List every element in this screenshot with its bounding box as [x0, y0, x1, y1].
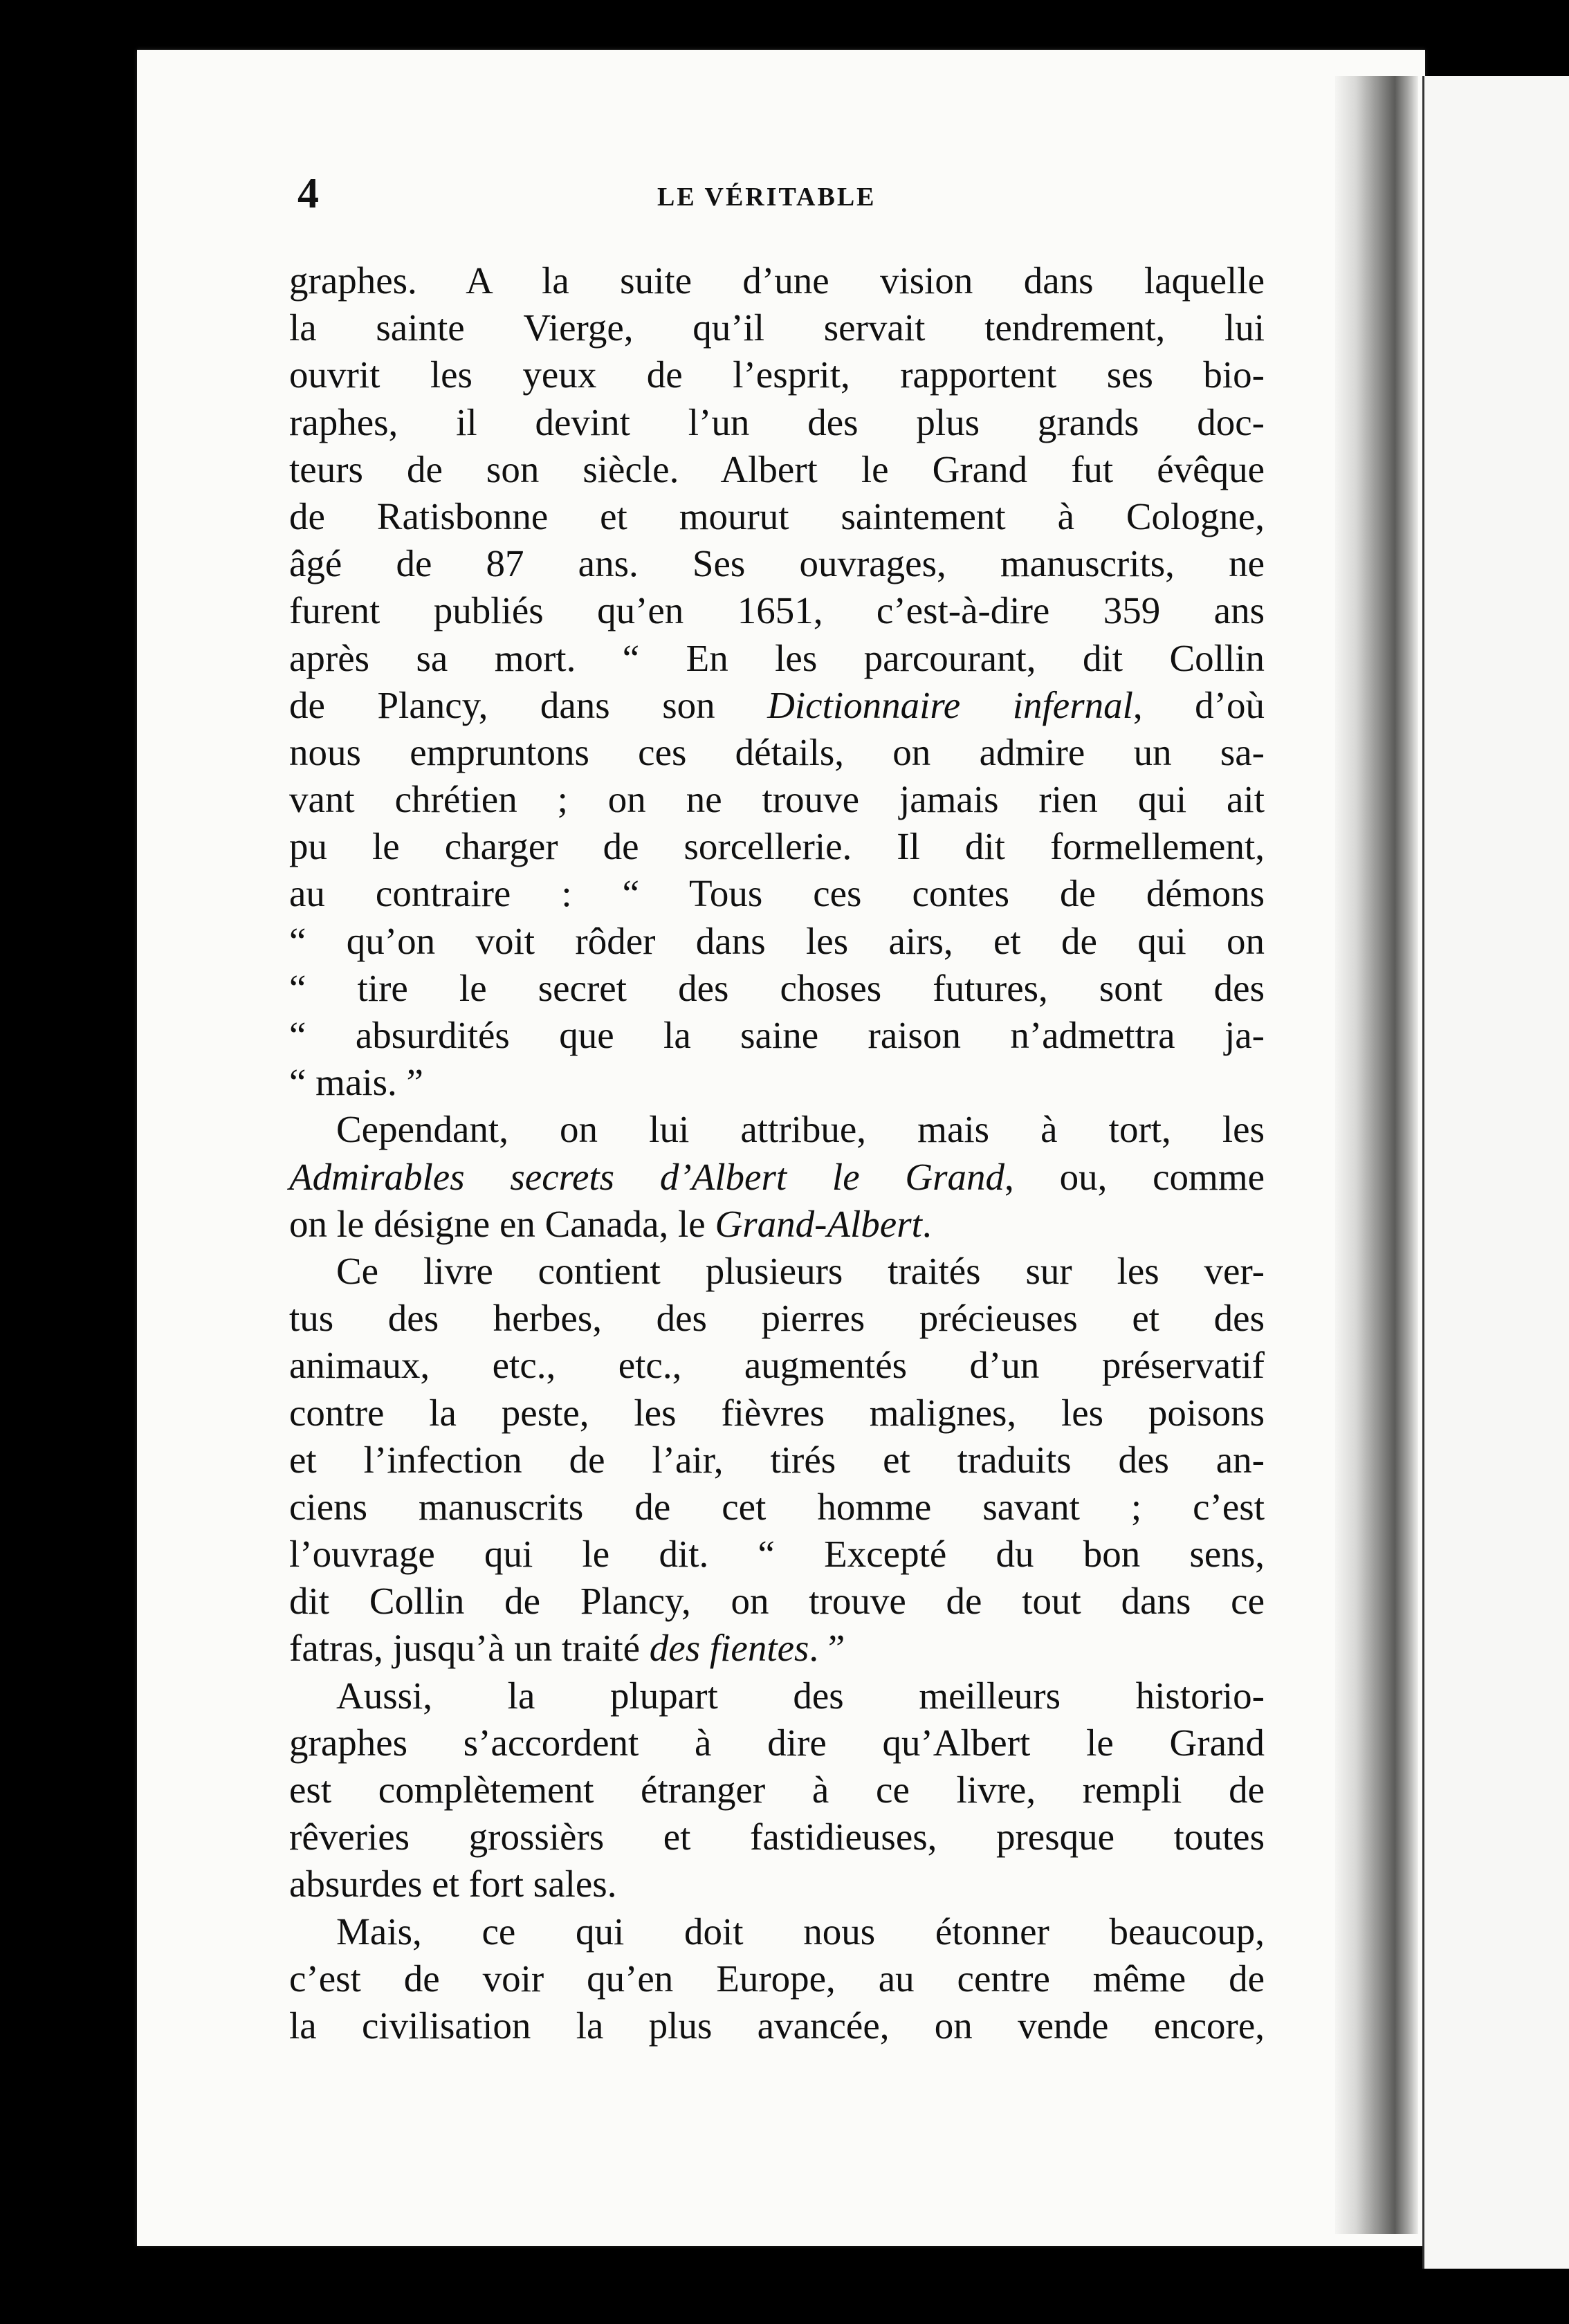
text-line: ouvrit les yeux de l’esprit, rapportent ses bio-	[289, 353, 1265, 396]
text-line: Mais, ce qui doit nous étonner beaucoup,	[336, 1910, 1265, 1953]
text-line: nous empruntons ces détails, on admire un sa-	[289, 730, 1265, 773]
page-number: 4	[297, 170, 319, 217]
text-line: et l’infection de l’air, tirés et traduits des an-	[289, 1438, 1265, 1481]
text-line	[289, 682, 1265, 729]
text-line: rêveries grossièrs et fastidieuses, presque toutes	[289, 1816, 1265, 1859]
text-run: ,	[1004, 1155, 1060, 1198]
text-run: ou, comme	[1059, 1155, 1265, 1198]
book-spine-shadow	[1335, 76, 1418, 2234]
text-line: au contraire : “ Tous ces contes de démons	[289, 872, 1265, 915]
text-line: Ce livre contient plusieurs traités sur les ver-	[336, 1249, 1265, 1292]
text-run: de Plancy, dans son	[289, 683, 768, 726]
running-title: LE VÉRITABLE	[657, 183, 877, 212]
text-line: teurs de son siècle. Albert le Grand fut évêque	[289, 448, 1265, 490]
text-line: Aussi, la plupart des meilleurs historio-	[336, 1674, 1265, 1717]
italic-title: Admirables secrets d’Albert le Grand	[289, 1155, 1005, 1198]
page-header	[297, 169, 1263, 225]
text-run: on le désigne en Canada, le	[289, 1202, 715, 1245]
text-line: la sainte Vierge, qu’il servait tendrement, lui	[289, 306, 1265, 349]
text-line: contre la peste, les fièvres malignes, les poisons	[289, 1391, 1265, 1434]
text-run: , d’où	[1132, 683, 1265, 726]
text-run: . ”	[809, 1627, 845, 1670]
italic-title: des fientes	[649, 1627, 809, 1670]
text-line: l’ouvrage qui le dit. “ Excepté du bon sens,	[289, 1533, 1265, 1576]
text-line: vant chrétien ; on ne trouve jamais rien qui ait	[289, 778, 1265, 821]
text-line: “ tire le secret des choses futures, sont des	[289, 966, 1265, 1009]
next-page-edge	[1422, 76, 1569, 2269]
text-line: “ qu’on voit rôder dans les airs, et de qui on	[289, 919, 1265, 962]
text-line: de Ratisbonne et mourut saintement à Cologne,	[289, 495, 1265, 537]
text-run: .	[921, 1202, 932, 1245]
text-line: ciens manuscrits de cet homme savant ; c’est	[289, 1485, 1265, 1528]
text-line: dit Collin de Plancy, on trouve de tout dans ce	[289, 1580, 1265, 1623]
text-line: est complètement étranger à ce livre, rempli de	[289, 1769, 1265, 1811]
text-line: la civilisation la plus avancée, on vende encore,	[289, 2004, 1265, 2047]
body-text	[289, 257, 1265, 2049]
italic-title: Dictionnaire infernal	[767, 683, 1133, 726]
text-line: tus des herbes, des pierres précieuses et des	[289, 1297, 1265, 1340]
text-line	[289, 1154, 1265, 1201]
text-run: fatras, jusqu’à un traité	[289, 1627, 650, 1670]
text-line	[289, 1201, 1265, 1248]
text-line: graphes s’accordent à dire qu’Albert le Grand	[289, 1721, 1265, 1764]
text-line	[289, 1625, 1265, 1672]
text-line: c’est de voir qu’en Europe, au centre même de	[289, 1957, 1265, 2000]
text-line: âgé de 87 ans. Ses ouvrages, manuscrits, ne	[289, 542, 1265, 585]
text-line: raphes, il devint l’un des plus grands doc-	[289, 400, 1265, 443]
text-line: Cependant, on lui attribue, mais à tort, les	[336, 1108, 1265, 1151]
text-line: absurdes et fort sales.	[289, 1863, 617, 1906]
text-line: animaux, etc., etc., augmentés d’un préservatif	[289, 1344, 1265, 1387]
text-line: après sa mort. “ En les parcourant, dit Collin	[289, 636, 1265, 679]
italic-title: Grand-Albert	[715, 1202, 922, 1245]
text-line: furent publiés qu’en 1651, c’est-à-dire 359 ans	[289, 589, 1265, 632]
text-line: “ absurdités que la saine raison n’admettra ja-	[289, 1014, 1265, 1056]
text-line: graphes. A la suite d’une vision dans laquelle	[289, 259, 1265, 302]
text-line: pu le charger de sorcellerie. Il dit formellement,	[289, 825, 1265, 868]
text-line: “ mais. ”	[289, 1061, 423, 1104]
